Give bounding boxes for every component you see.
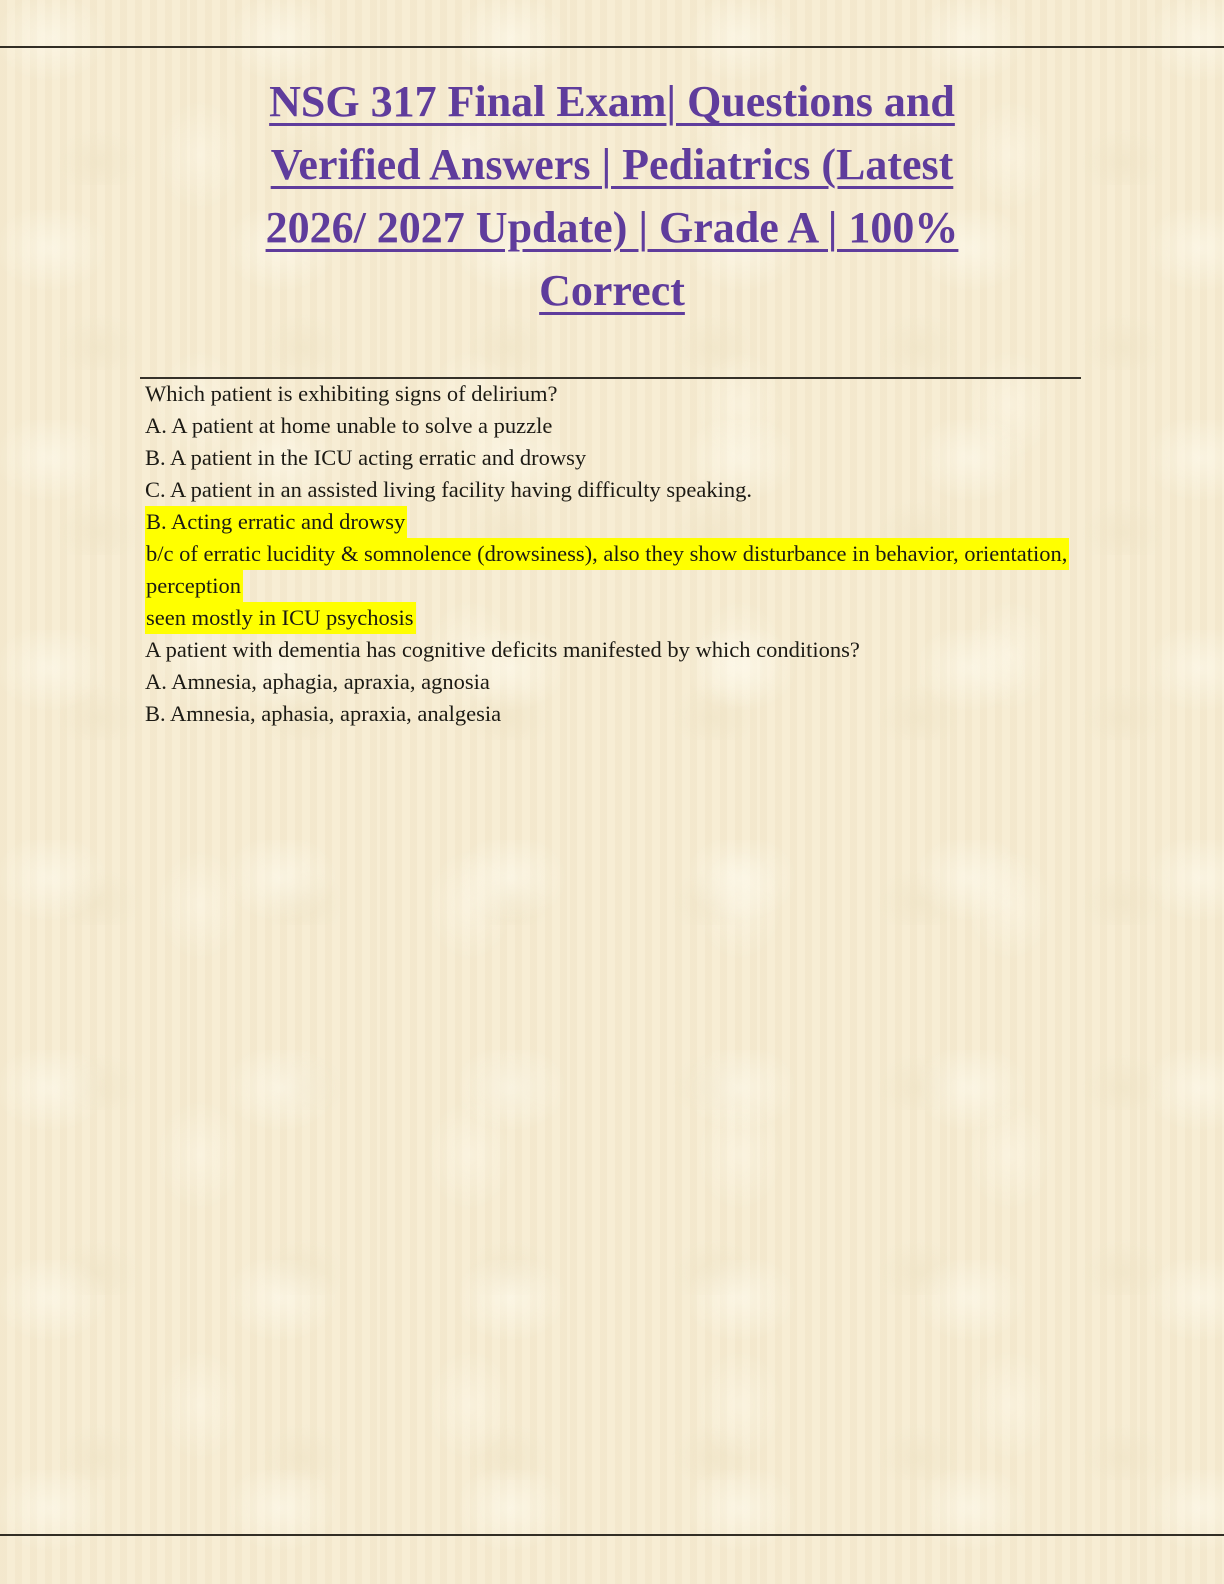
page-title-line-1: NSG 317 Final Exam| Questions and xyxy=(269,77,955,126)
page-title-line-4: Correct xyxy=(539,266,685,315)
page-title-line-3: 2026/ 2027 Update) | Grade A | 100% xyxy=(265,203,959,252)
page-title xyxy=(70,70,1154,322)
question-1-option-b: B. A patient in the ICU acting erratic and drowsy xyxy=(145,445,587,470)
bottom-border-line xyxy=(0,1534,1224,1536)
question-1-answer-highlight: B. Acting erratic and drowsy xyxy=(145,506,407,538)
question-1-text: Which patient is exhibiting signs of delirium? xyxy=(145,381,558,406)
document-body xyxy=(145,378,1085,730)
question-2-option-b: B. Amnesia, aphasia, apraxia, analgesia xyxy=(145,701,502,726)
question-1-answer xyxy=(145,506,1085,538)
top-border-line xyxy=(0,46,1224,48)
question-1-note xyxy=(145,602,1085,634)
question-2-option-a: A. Amnesia, aphagia, apraxia, agnosia xyxy=(145,669,490,694)
question-2-text: A patient with dementia has cognitive deficits manifested by which conditions? xyxy=(145,637,860,662)
question-1-option-c: C. A patient in an assisted living facility having difficulty speaking. xyxy=(145,477,752,502)
page-title-line-2: Verified Answers | Pediatrics (Latest xyxy=(270,140,954,189)
question-1-rationale-highlight: b/c of erratic lucidity & somnolence (drowsiness), also they show disturbance in behavior, orientation, perception xyxy=(145,538,1069,602)
question-1-rationale xyxy=(145,538,1085,602)
question-1-option-a: A. A patient at home unable to solve a puzzle xyxy=(145,413,553,438)
question-1-note-highlight: seen mostly in ICU psychosis xyxy=(145,602,416,634)
